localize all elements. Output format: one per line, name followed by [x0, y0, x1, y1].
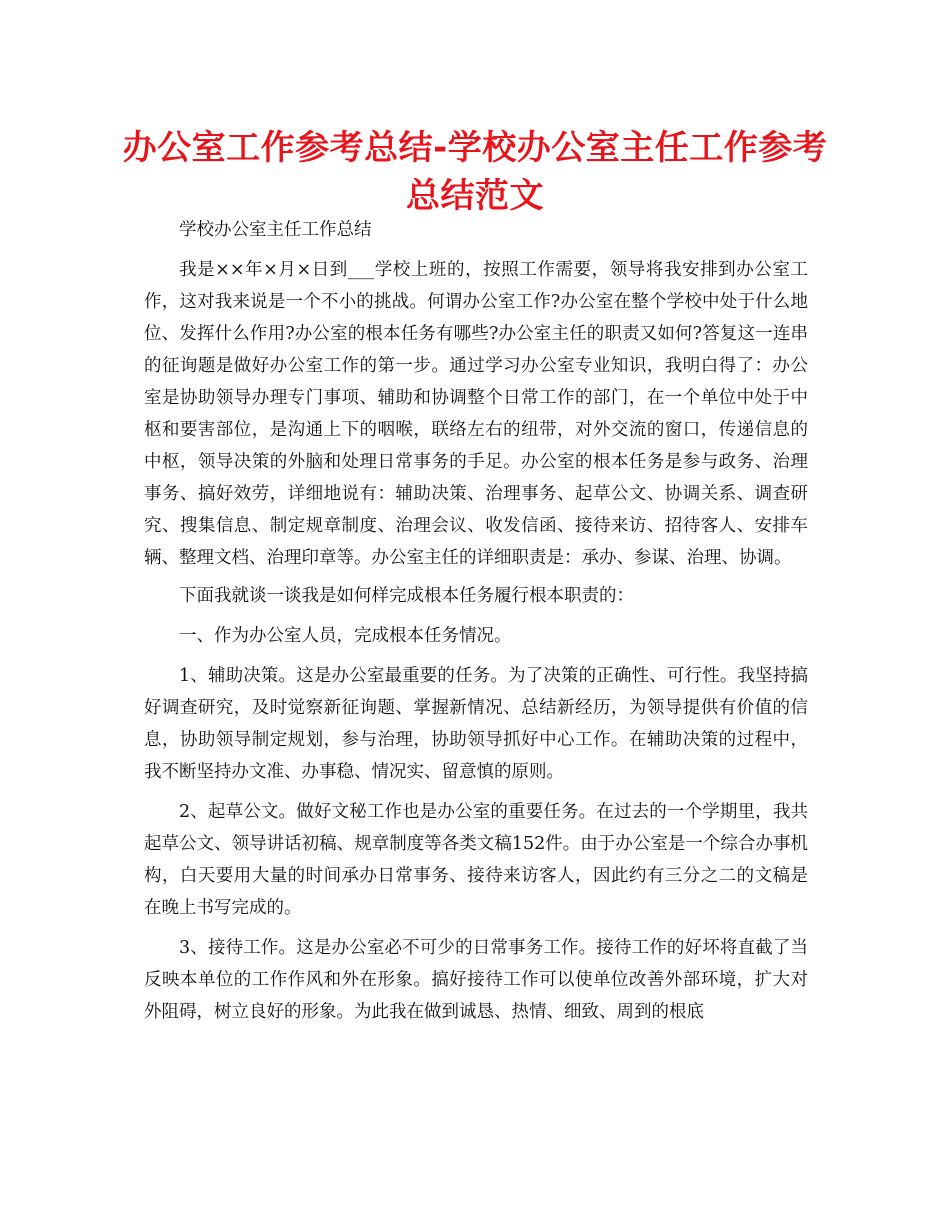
body-paragraph: 我是××年×月×日到___学校上班的，按照工作需要，领导将我安排到办公室工作，这对我来说是一个不小的挑战。何谓办公室工作?办公室在整个学校中处于什么地位、发挥什么作用?办公室的根本任务有哪些?办公室主任的职责又如何?答复这一连串的征询题是做好办公室工作的第一步。通过学习办公室专业知识，我明白得了：办公室是协助领导办理专门事项、辅助和协调整个日常工作的部门，在一个单位中处于中枢和要害部位，是沟通上下的咽喉，联络左右的纽带，对外交流的窗口，传递信息的中枢，领导决策的外脑和处理日常事务的手足。办公室的根本任务是参与政务、治理事务、搞好效劳，详细地说有：辅助决策、治理事务、起草公文、协调关系、调查研究、搜集信息、制定规章制度、治理会议、收发信函、接待来访、招待客人、安排车辆、整理文档、治理印章等。办公室主任的详细职责是：承办、参谋、治理、协调。: [144, 260, 808, 568]
body-paragraph: 2、起草公文。做好文秘工作也是办公室的重要任务。在过去的一个学期里，我共起草公文、领导讲话初稿、规章制度等各类文稿152件。由于办公室是一个综合办事机构，白天要用大量的时间承办日常事务、接待来访客人，因此约有三分之二的文稿是在晚上书写完成的。: [144, 802, 808, 918]
section-heading: 一、作为办公室人员，完成根本任务情况。: [179, 626, 512, 646]
document-body: [144, 214, 808, 1036]
section-subtitle: 学校办公室主任工作总结: [179, 220, 372, 240]
body-paragraph: 3、接待工作。这是办公室必不可少的日常事务工作。接待工作的好坏将直截了当反映本单位的工作作风和外在形象。搞好接待工作可以使单位改善外部环境，扩大对外阻碍，树立良好的形象。为此我在做到诚恳、热情、细致、周到的根底: [144, 938, 808, 1022]
body-paragraph: 下面我就谈一谈我是如何样完成根本任务履行根本职责的：: [179, 586, 634, 606]
document-title: 办公室工作参考总结-学校办公室主任工作参考总结范文: [122, 128, 828, 216]
body-paragraph: 1、辅助决策。这是办公室最重要的任务。为了决策的正确性、可行性。我坚持搞好调查研究，及时觉察新征询题、掌握新情况、总结新经历，为领导提供有价值的信息，协助领导制定规划，参与治理，协助领导抓好中心工作。在辅助决策的过程中，我不断坚持办文准、办事稳、情况实、留意慎的原则。: [144, 666, 808, 782]
